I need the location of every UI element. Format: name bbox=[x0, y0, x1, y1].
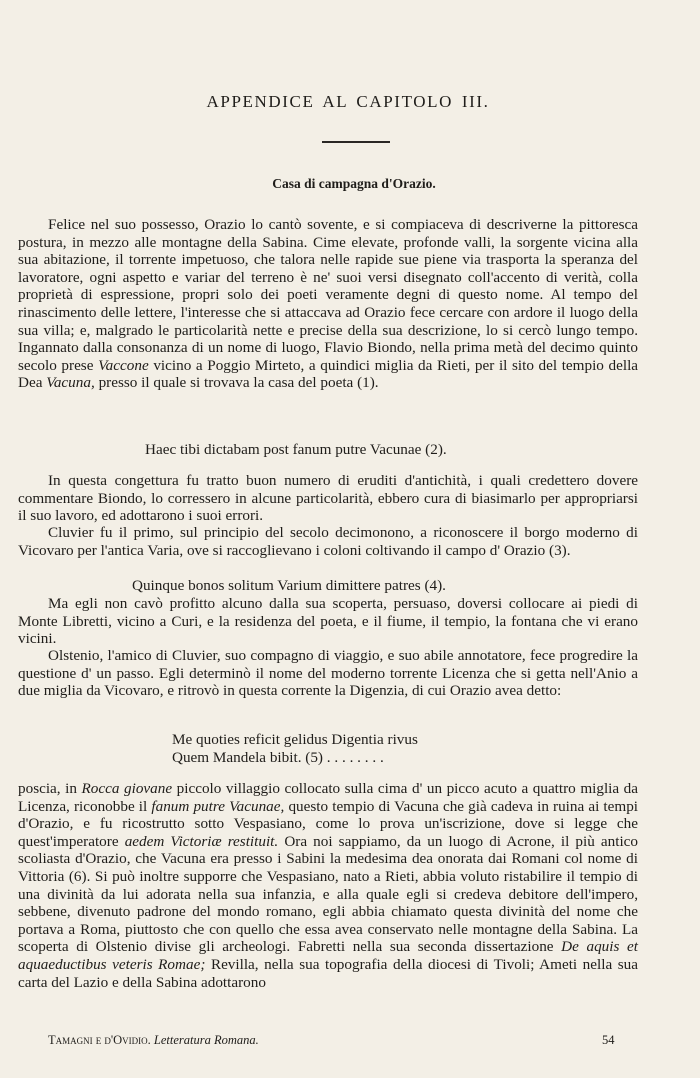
footer-work-title: Letteratura Romana. bbox=[153, 1033, 259, 1047]
inscription-italic: aedem Victoriæ restituit. bbox=[124, 832, 279, 850]
place-name-italic: Vaccone bbox=[98, 356, 149, 374]
footer-credit bbox=[48, 1033, 259, 1048]
paragraph-1-text: Felice nel suo possesso, Orazio lo cantò sovente, e si compiaceva di descriverne la pittoresca postura, in mezzo alle montagne della Sabina. Cime elevate, profonde valli, la sorgente vicina alla sua abitazione, il torrente impetuoso, che talora nelle rapide sue piene via trasporta la speranza del lavoratore, ogni aspetto e variar del terreno è ne' suoi versi disegnato coll'accento di verità, colla proprietà di espressione, propri solo dei poeti veramente degni di questo nome. Al tempo del rinascimento delle lettere, l'interesse che si attaccava ad Orazio fece cercare con ardore il luogo della sua villa; e, malgrado le particolarità nette e precise della sua descrizione, lo si cercò lungo tempo. Ingannato dalla consonanza di un nome di luogo, Flavio Biondo, nella prima metà del decimo quinto secolo prese bbox=[18, 216, 638, 374]
page-number: 54 bbox=[602, 1033, 615, 1047]
paragraph-1-end: presso il quale si trovava la casa del poeta (1). bbox=[98, 374, 379, 392]
paragraph-1-mid: vicino a Poggio Mirteto, a quindici miglia da Rieti, per il sito del tempio della Dea bbox=[18, 356, 639, 392]
paragraph-5: Olstenio, l'amico di Cluvier, suo compagno di viaggio, e suo abile annotatore, fece progredire la questione d' un passo. Egli determinò il nome del moderno torrente Licenza che si getta nell'Anio a due miglia da Vicovaro, e ritrovò in questa corrente la Digenzia, di cui Orazio avea detto: bbox=[18, 647, 638, 700]
verse-quote-1: Haec tibi dictabam post fanum putre Vacunae (2). bbox=[145, 441, 447, 458]
dissertation-title-italic: De aquis et aquaeductibus veteris Romae; bbox=[18, 938, 638, 973]
deity-name-italic: Vacuna, bbox=[46, 374, 95, 392]
verse-quote-3-line-2: Quem Mandela bibit. (5) . . . . . . . . bbox=[172, 749, 384, 766]
paragraph-1 bbox=[18, 216, 638, 392]
village-name-italic: Rocca giovane bbox=[81, 780, 173, 797]
latin-phrase-italic: fanum putre Vacunae, bbox=[151, 797, 285, 815]
paragraph-6 bbox=[18, 780, 638, 991]
paragraph-6-c: questo tempio di Vacuna che già cadeva in ruina ai tempi d'Orazio, e fu ricostrutto sotto Vespasiano, come lo prova un'iscrizione, dove si legge che quest'imperatore bbox=[18, 797, 639, 850]
paragraph-3: Cluvier fu il primo, sul principio del secolo decimonono, a riconoscere il borgo moderno di Vicovaro per l'antica Varia, ove si raccoglievano i coloni coltivando il campo d' Orazio (3). bbox=[18, 524, 638, 559]
footer-authors: Tamagni e d'Ovidio. bbox=[48, 1033, 151, 1047]
chapter-title: APPENDICE AL CAPITOLO III. bbox=[206, 92, 490, 111]
verse-quote-3-line-1: Me quoties reficit gelidus Digentia rivus bbox=[172, 731, 418, 748]
verse-quote-2: Quinque bonos solitum Varium dimittere patres (4). bbox=[132, 577, 446, 594]
paragraph-6-e: Revilla, nella sua topografia della diocesi di Tivoli; Ameti nella sua carta del Lazio e della Sabina adottarono bbox=[18, 955, 638, 991]
paragraph-4: Ma egli non cavò profitto alcuno dalla sua scoperta, persuaso, doversi collocare ai piedi di Monte Libretti, vicino a Curi, e la residenza del poeta, e il fiume, il tempio, la fontana che vi erano vicini. bbox=[18, 595, 638, 648]
section-heading: Casa di campagna d'Orazio. bbox=[272, 176, 436, 191]
title-divider bbox=[322, 141, 390, 143]
paragraph-2: In questa congettura fu tratto buon numero di eruditi d'antichità, i quali credettero dovere commentare Biondo, lo corressero in alcune particolarità, ebbero cura di biasimarlo per appropriarsi il suo lavoro, ed adottarono i suoi errori. bbox=[18, 472, 638, 525]
paragraph-6-b: piccolo villaggio collocato sulla cima d' un picco acuto a quattro miglia da Licenza, riconobbe il bbox=[18, 780, 639, 815]
paragraph-6-d: Ora noi sappiamo, da un luogo di Acrone, il più antico scoliasta d'Orazio, che Vacuna era presso i Sabini la medesima dea onorata dai Romani col nome di Vittoria (6). Si può inoltre supporre che Vespasiano, nato a Rieti, abbia voluto ristabilire il tempio di una divinità da lui adorata nella sua infanzia, e alla quale egli si credeva debitore dell'impero, sebbene, divenuto padrone del mondo romano, egli abbia chiamato questa divinità del nome che portava a Roma, piuttosto che con quello che essa avea conservato nelle montagne della Sabina. La scoperta di Olstenio divise gli archeologi. Fabretti nella sua seconda dissertazione bbox=[18, 832, 639, 956]
paragraph-6-a: poscia, in bbox=[18, 780, 77, 797]
